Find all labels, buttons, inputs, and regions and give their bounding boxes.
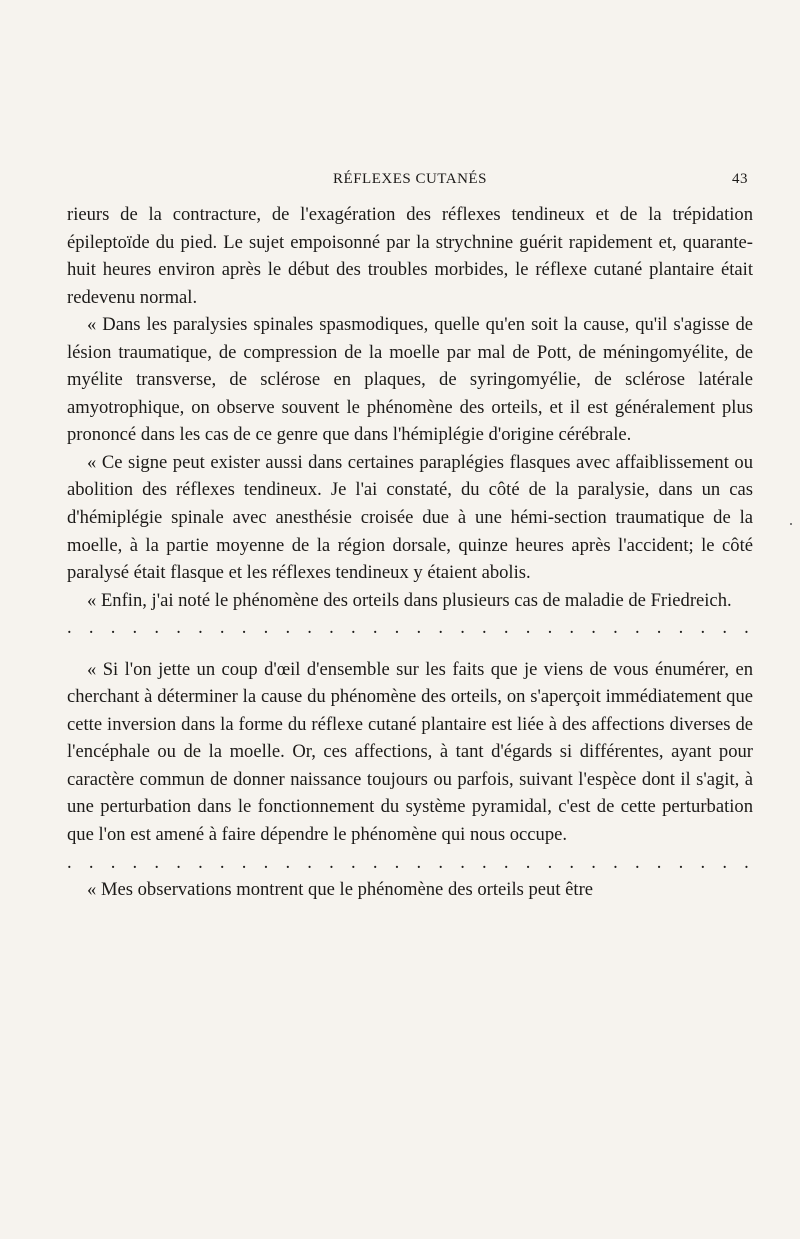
paragraph-paralysies: « Dans les paralysies spinales spasmodiques, quelle qu'en soit la cause, qu'il s'agisse de lésion traumatique, de compression de la moelle par mal de Pott, de méningomyélite, de myélite transverse, de sclérose en plaques, de syringomyélie, de sclérose latérale amyotrophique, on observe souvent le phénomène des orteils, et il est généralement plus prononcé dans les cas de ce genre que dans l'hémiplégie d'origine cérébrale. <box>67 314 753 446</box>
body-text <box>67 201 753 904</box>
paragraph-friedreich: « Enfin, j'ai noté le phénomène des orteils dans plusieurs cas de maladie de Friedreich. <box>87 589 732 611</box>
paragraph-ensemble: « Si l'on jette un coup d'œil d'ensemble sur les faits que je viens de vous énumérer, en cherchant à déterminer la cause du phénomène des orteils, on s'aperçoit immédiatement que cette inversion dans la forme du réflexe cutané plantaire est liée à des affections diverses de l'encéphale ou de la moelle. Or, ces affections, à tant d'égards si différentes, ayant pour caractère commun de donner naissance toujours ou parfois, suivant l'espèce dont il s'agit, à une perturbation dans le fonctionnement du système pyramidal, c'est de cette perturbation que l'on est amené à faire dépendre le phénomène qui nous occupe. <box>67 658 753 846</box>
running-title: RÉFLEXES CUTANÉS <box>333 171 487 187</box>
paper-speck <box>790 523 792 525</box>
page-number: 43 <box>732 171 748 187</box>
running-header <box>70 171 750 195</box>
paragraph-observations: « Mes observations montrent que le phénomène des orteils peut être <box>87 879 594 901</box>
paragraph-continuation: rieurs de la contracture, de l'exagération des réflexes tendineux et de la trépidation épileptoïde du pied. Le sujet empoisonné par la strychnine guérit rapidement et, quarante-huit heures environ après le début des troubles morbides, le réflexe cutané plantaire était redevenu normal. <box>67 204 753 308</box>
ellipsis-row-1: . . . . . . . . . . . . . . . . . . . . . . . . . . . . . . . . <box>67 617 749 639</box>
paragraph-paraplegies: « Ce signe peut exister aussi dans certaines paraplégies flasques avec affaiblissement ou abolition des réflexes tendineux. Je l'ai constaté, du côté de la paralysie, dans un cas d'hémiplégie spinale avec anesthésie croisée due à une hémi-section traumatique de la moelle, à la partie moyenne de la région dorsale, quinze heures après l'accident; le côté paralysé était flasque et les réflexes tendineux y étaient abolis. <box>67 451 753 584</box>
ellipsis-row-2: . . . . . . . . . . . . . . . . . . . . . . . . . . . . . . . . <box>67 851 749 873</box>
